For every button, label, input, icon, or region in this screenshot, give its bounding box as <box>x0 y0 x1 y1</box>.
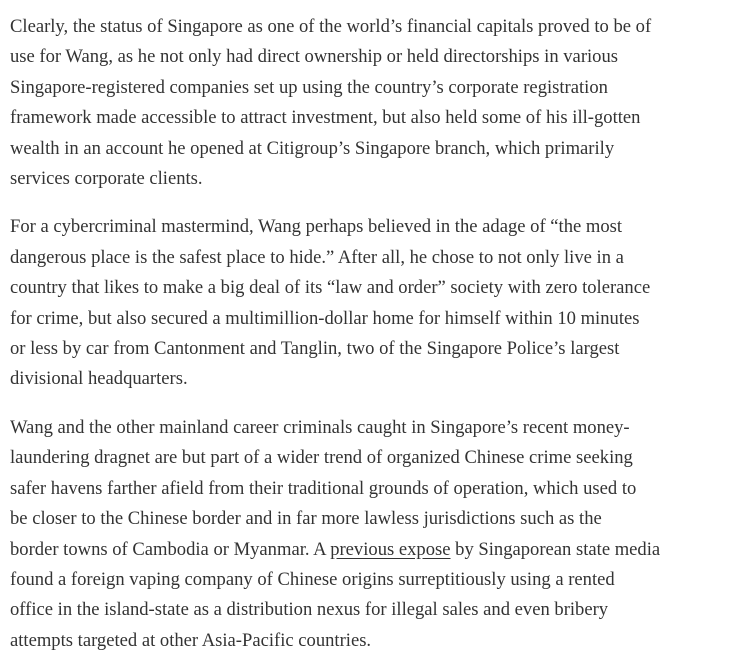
text-line: be closer to the Chinese border and in far more lawless jurisdictions such as the <box>10 508 602 530</box>
paragraph-organized-crime-trend <box>10 413 753 656</box>
text-line: framework made accessible to attract investment, but also held some of his ill-gotten <box>10 107 641 129</box>
text-line: or less by car from Cantonment and Tanglin, two of the Singapore Police’s largest <box>10 338 620 360</box>
paragraph-singapore-financial-capital <box>10 12 753 194</box>
text-line-with-link <box>10 535 753 565</box>
text-line: Wang and the other mainland career criminals caught in Singapore’s recent money- <box>10 416 630 438</box>
text-line: dangerous place is the safest place to hide.” After all, he chose to not only live in a <box>10 246 624 268</box>
text-line: divisional headquarters. <box>10 368 188 390</box>
link-line-after: by Singaporean state media <box>450 538 661 560</box>
text-line: For a cybercriminal mastermind, Wang perhaps believed in the adage of “the most <box>10 216 623 238</box>
previous-expose-link[interactable]: previous expose <box>330 538 451 560</box>
text-line: safer havens farther afield from their traditional grounds of operation, which used to <box>10 477 637 499</box>
text-line: services corporate clients. <box>10 168 203 190</box>
paragraph-cybercriminal-mastermind <box>10 212 753 394</box>
text-line: attempts targeted at other Asia-Pacific countries. <box>10 629 372 651</box>
text-line: use for Wang, as he not only had direct ownership or held directorships in various <box>10 46 619 68</box>
text-line: laundering dragnet are but part of a wider trend of organized Chinese crime seeking <box>10 447 633 469</box>
text-line: country that likes to make a big deal of its “law and order” society with zero tolerance <box>10 277 651 299</box>
text-line: for crime, but also secured a multimillion-dollar home for himself within 10 minutes <box>10 307 640 329</box>
text-line: Singapore-registered companies set up using the country’s corporate registration <box>10 76 608 98</box>
link-line-before: border towns of Cambodia or Myanmar. A <box>10 538 331 560</box>
text-line: wealth in an account he opened at Citigroup’s Singapore branch, which primarily <box>10 137 615 159</box>
text-line: office in the island-state as a distribution nexus for illegal sales and even bribery <box>10 599 609 621</box>
text-line: Clearly, the status of Singapore as one of the world’s financial capitals proved to be of <box>10 16 652 37</box>
text-line: found a foreign vaping company of Chinese origins surreptitiously using a rented <box>10 568 615 590</box>
